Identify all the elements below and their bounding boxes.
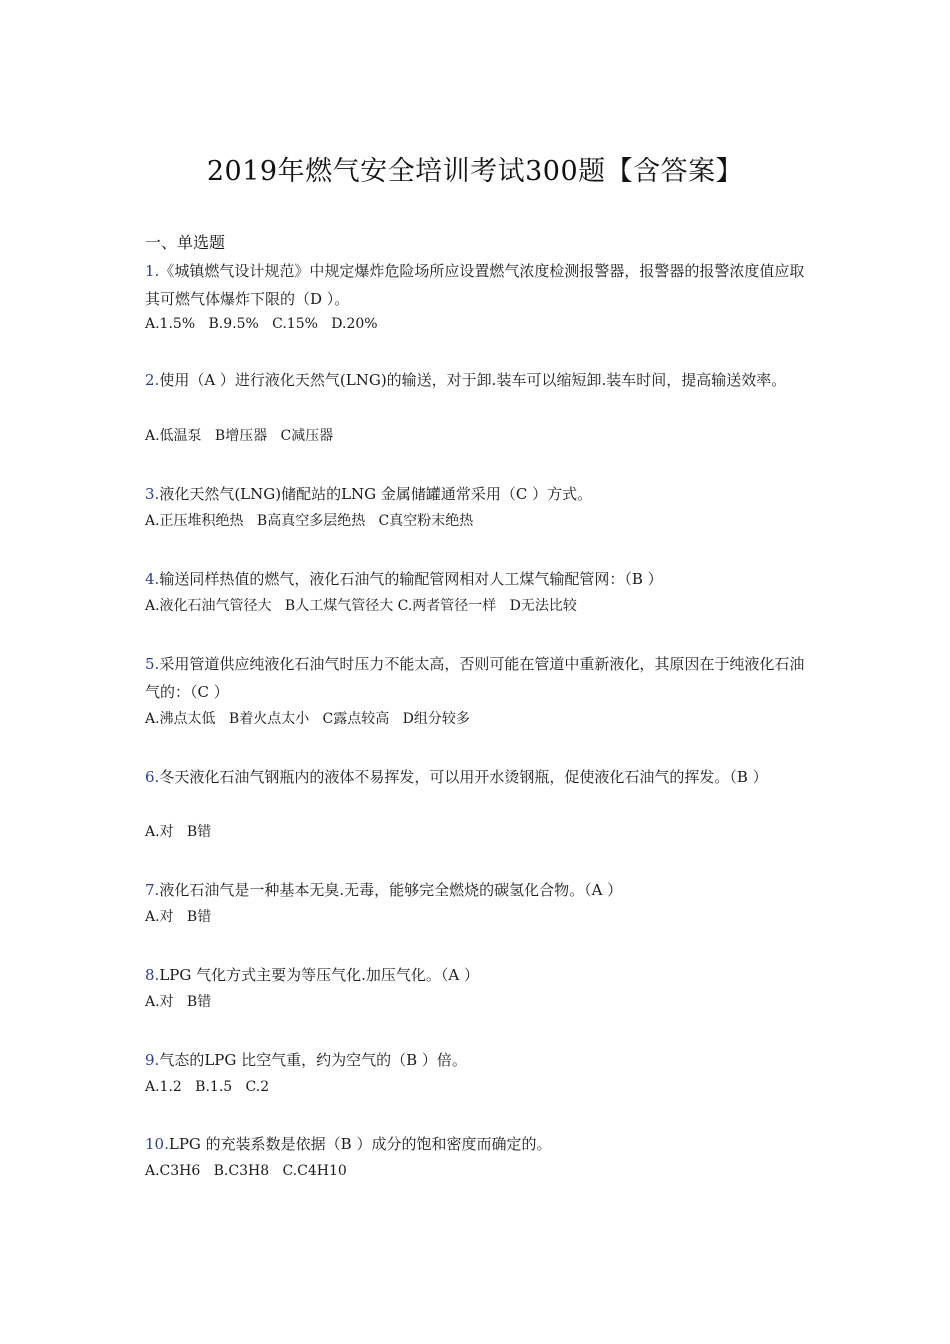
question-number: 6. xyxy=(145,768,160,786)
question-9 xyxy=(145,1046,815,1074)
question-number: 7. xyxy=(145,881,160,899)
question-3 xyxy=(145,480,815,508)
question-number: 8. xyxy=(145,966,160,984)
question-text: 《城镇燃气设计规范》中规定爆炸危险场所应设置燃气浓度检测报警器，报警器的报警浓度值应取其可燃气体爆炸下限的（D ）。 xyxy=(145,262,805,308)
question-6-options: A.对 B错 xyxy=(145,824,212,840)
question-number: 1. xyxy=(145,262,160,280)
question-number: 2. xyxy=(145,371,160,389)
question-10-options: A.C3H6 B.C3H8 C.C4H10 xyxy=(145,1163,347,1179)
question-9-options: A.1.2 B.1.5 C.2 xyxy=(145,1079,270,1095)
question-4 xyxy=(145,565,815,593)
question-2 xyxy=(145,366,815,394)
question-text: 冬天液化石油气钢瓶内的液体不易挥发，可以用开水烫钢瓶，促使液化石油气的挥发。（B ） xyxy=(159,768,768,786)
question-text: 采用管道供应纯液化石油气时压力不能太高，否则可能在管道中重新液化，其原因在于纯液化石油气的：（C ） xyxy=(145,655,805,701)
question-7 xyxy=(145,876,815,904)
question-text: 液化天然气(LNG)储配站的LNG 金属储罐通常采用（C ）方式。 xyxy=(159,485,593,503)
question-text: 输送同样热值的燃气，液化石油气的输配管网相对人工煤气输配管网：（B ） xyxy=(159,570,663,588)
question-text: 使用（A ）进行液化天然气(LNG)的输送，对于卸.装车可以缩短卸.装车时间，提高输送效率。 xyxy=(159,371,787,389)
question-number: 3. xyxy=(145,485,160,503)
question-5-options: A.沸点太低 B着火点太小 C露点较高 D组分较多 xyxy=(145,711,470,727)
question-5 xyxy=(145,650,815,706)
question-10 xyxy=(145,1130,815,1158)
question-number: 4. xyxy=(145,570,160,588)
question-number: 9. xyxy=(145,1051,160,1069)
question-text: 气态的LPG 比空气重，约为空气的（B ）倍。 xyxy=(159,1051,467,1069)
document-title: 2019年燃气安全培训考试300题【含答案】 xyxy=(206,156,744,187)
question-text: LPG 的充装系数是依据（B ）成分的饱和密度而确定的。 xyxy=(168,1135,552,1153)
question-1-options: A.1.5% B.9.5% C.15% D.20% xyxy=(145,316,378,332)
question-7-options: A.对 B错 xyxy=(145,909,212,925)
question-3-options: A.正压堆积绝热 B高真空多层绝热 C真空粉末绝热 xyxy=(145,513,474,529)
question-8-options: A.对 B错 xyxy=(145,994,212,1010)
question-4-options: A.液化石油气管径大 B人工煤气管径大 C.两者管径一样 D无法比较 xyxy=(145,598,577,614)
question-number: 10. xyxy=(145,1135,169,1153)
question-number: 5. xyxy=(145,655,160,673)
question-8 xyxy=(145,961,815,989)
question-text: LPG 气化方式主要为等压气化.加压气化。（A ） xyxy=(159,966,479,984)
question-text: 液化石油气是一种基本无臭.无毒，能够完全燃烧的碳氢化合物。（A ） xyxy=(159,881,623,899)
question-1 xyxy=(145,257,815,313)
question-2-options: A.低温泵 B增压器 C减压器 xyxy=(145,428,334,444)
question-6 xyxy=(145,763,815,791)
section-heading: 一、单选题 xyxy=(145,233,226,252)
